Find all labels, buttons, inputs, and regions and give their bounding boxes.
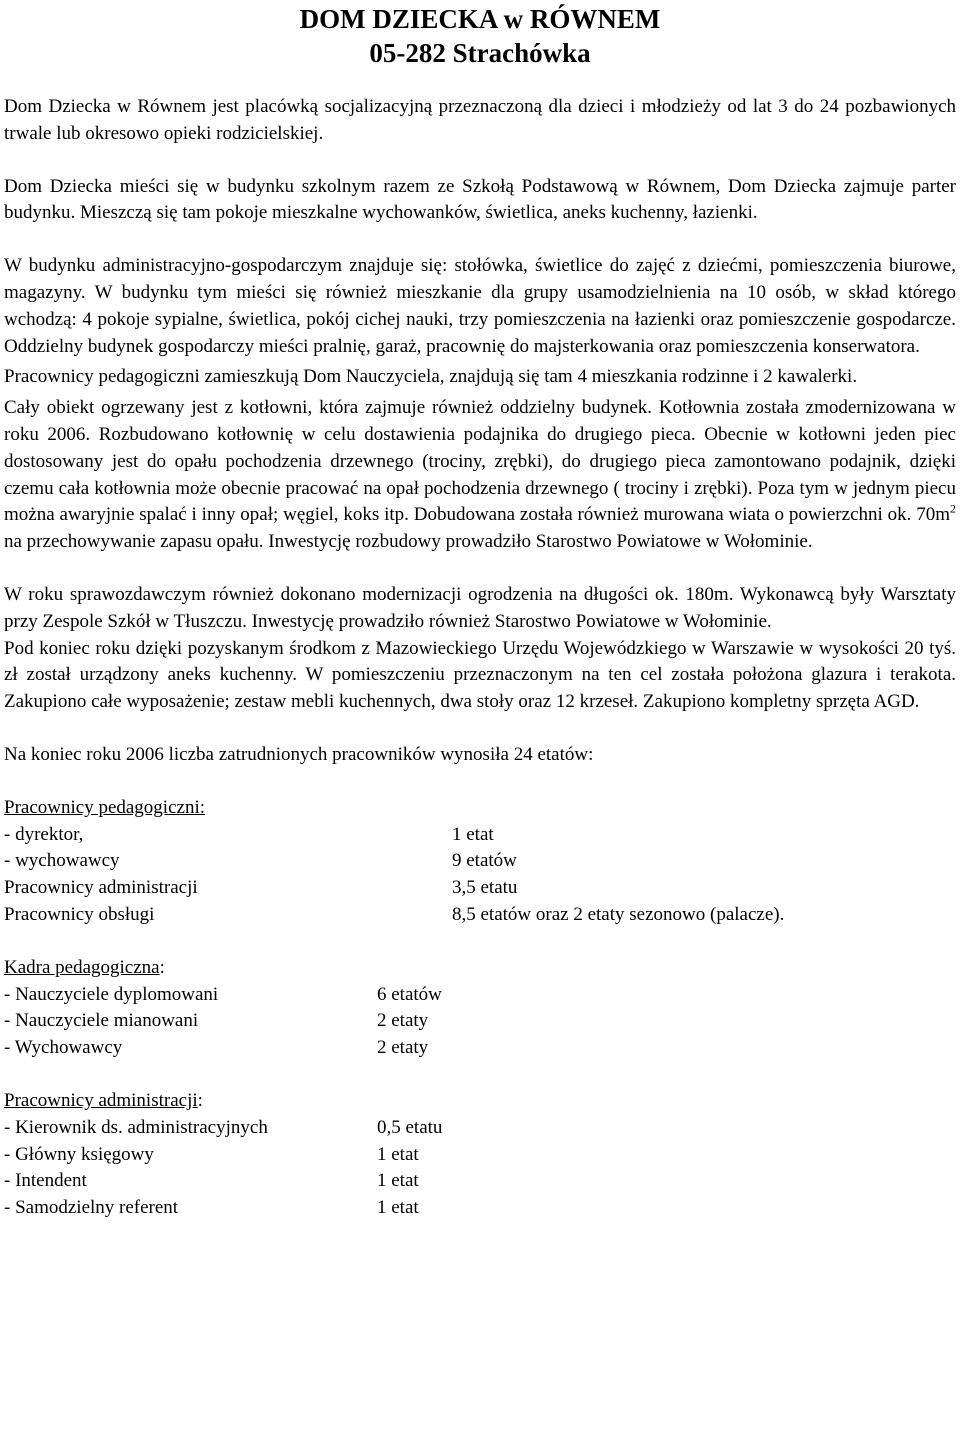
- admin-row: - Intendent 1 etat: [4, 1170, 419, 1192]
- paragraph-heating: [4, 395, 956, 556]
- superscript-2: 2: [950, 502, 956, 517]
- paragraph-employment-summary: Na koniec roku 2006 liczba zatrudnionych pracowników wynosiła 24 etatów:: [4, 743, 594, 765]
- paragraph-admin-building: W budynku administracyjno-gospodarczym znajduje się: stołówka, świetlice do zajęć z dziećmi, pomieszczenia biurowe, magazyny. W budynku tym mieści się również mieszkanie dla grupy usamodzielnienia na 10 osób, w skład którego wchodzą: 4 pokoje sypialne, świetlica, pokój cichej nauki, trzy pomieszczenia na łazienki oraz pomieszczenie gospodarcze. Oddzielny budynek gospodarczy mieści pralnię, garaż, pracownię do majsterkowania oraz pomieszczenia konserwatora.: [4, 255, 956, 357]
- employment-row: - dyrektor, 1 etat: [4, 823, 494, 845]
- title-line-2: 05-282 Strachówka: [369, 38, 591, 68]
- employment-heading: Pracownicy pedagogiczni:: [4, 796, 206, 818]
- kadra-row: - Nauczyciele mianowani 2 etaty: [4, 1010, 429, 1032]
- employment-section: [4, 795, 956, 929]
- paragraph-teachers-housing: Pracownicy pedagogiczni zamieszkują Dom Nauczyciela, znajdują się tam 4 mieszkania rodzinne i 2 kawalerki.: [4, 366, 858, 388]
- heating-text-a: Cały obiekt ogrzewany jest z kotłowni, która zajmuje również oddzielny budynek. Kotłownia została zmodernizowana w roku 2006. Rozbudowano kotłownię w celu dostawienia podajnika do drugiego pieca. Obecnie w kotłowni jeden piec dostosowany jest do opału pochodzenia drzewnego (trociny, zrębki), do drugiego pieca zamontowano podajnik, dzięki czemu cała kotłownia może obecnie pracować na opał pochodzenia drzewnego ( trociny i zrębki). Poza tym w jednym piecu można awaryjnie spalać i inny opał; węgiel, koks itp. Dobudowana została również murowana wiata o powierzchni ok. 70m: [4, 397, 956, 526]
- employment-row: - wychowawcy 9 etatów: [4, 850, 517, 872]
- employment-row: Pracownicy obsługi 8,5 etatów oraz 2 etaty sezonowo (palacze).: [4, 903, 785, 925]
- paragraph-intro: Dom Dziecka w Równem jest placówką socjalizacyjną przeznaczoną dla dzieci i młodzieży od lat 3 do 24 pozbawionych trwale lub okresowo opieki rodzicielskiej.: [4, 96, 956, 144]
- employment-row: Pracownicy administracji 3,5 etatu: [4, 877, 518, 899]
- kadra-row: - Nauczyciele dyplomowani 6 etatów: [4, 983, 442, 1005]
- paragraph-location: Dom Dziecka mieści się w budynku szkolnym razem ze Szkołą Podstawową w Równem, Dom Dziecka zajmuje parter budynku. Mieszczą się tam pokoje mieszkalne wychowanków, świetlica, aneks kuchenny, łazienki.: [4, 175, 956, 224]
- paragraph-kitchen: Pod koniec roku dzięki pozyskanym środkom z Mazowieckiego Urzędu Wojewódzkiego w Warszawie w wysokości 20 tyś. zł został urządzony aneks kuchenny. W pomieszczeniu przeznaczonym na ten cel została położona glazura i terakota. Zakupiono całe wyposażenie; zestaw mebli kuchennych, dwa stoły oraz 12 krzeseł. Zakupiono kompletny sprzęta AGD.: [4, 637, 956, 713]
- admin-row: - Samodzielny referent 1 etat: [4, 1197, 419, 1219]
- kadra-section: [4, 955, 956, 1062]
- admin-section: [4, 1088, 956, 1222]
- title-line-1: DOM DZIECKA w RÓWNEM: [299, 4, 661, 34]
- heating-text-b: na przechowywanie zapasu opału. Inwestycję rozbudowy prowadziło Starostwo Powiatowe w Wołominie.: [4, 531, 813, 553]
- kadra-row: - Wychowawcy 2 etaty: [4, 1037, 429, 1059]
- admin-row: - Kierownik ds. administracyjnych 0,5 etatu: [4, 1116, 443, 1138]
- kadra-heading: Kadra pedagogiczna :: [4, 956, 165, 978]
- admin-heading: Pracownicy administracji :: [4, 1089, 203, 1111]
- document-title: [4, 2, 956, 70]
- paragraph-fence: W roku sprawozdawczym również dokonano modernizacji ogrodzenia na długości ok. 180m. Wykonawcą były Warsztaty przy Zespole Szkół w Tłuszczu. Inwestycję prowadziło również Starostwo Powiatowe w Wołominie.: [4, 583, 956, 632]
- document-page: [0, 2, 960, 1222]
- admin-row: - Główny księgowy 1 etat: [4, 1143, 419, 1165]
